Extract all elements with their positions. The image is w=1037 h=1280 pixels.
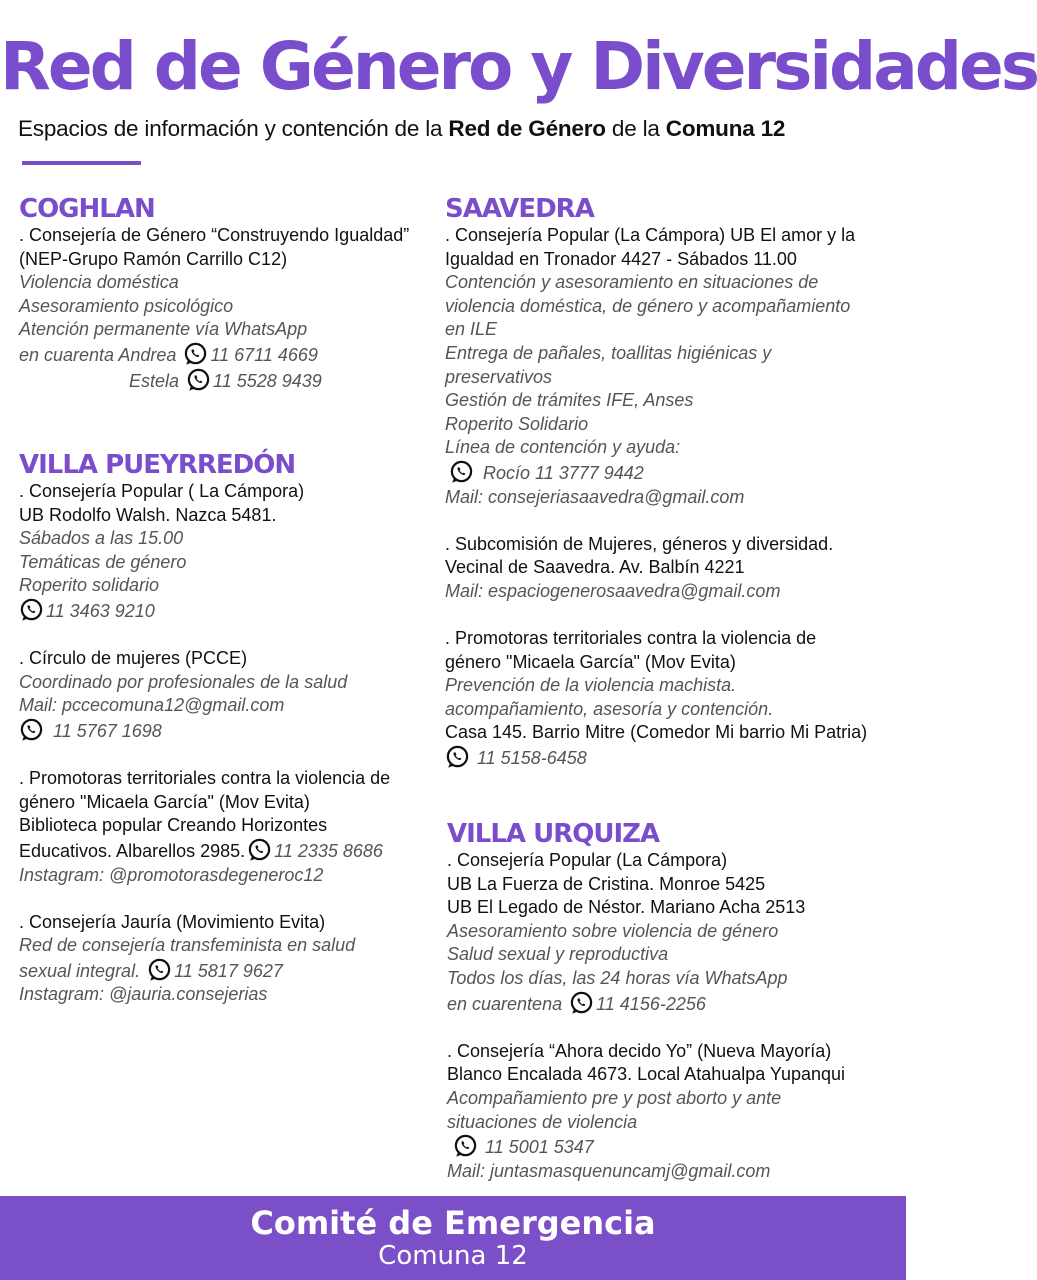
service-item: violencia doméstica, de género y acompañamiento — [445, 295, 851, 316]
entry-address: UB Rodolfo Walsh. Nazca 5481. — [19, 504, 277, 525]
phone-number[interactable]: 11 6711 4669 — [210, 344, 318, 365]
whatsapp-icon — [147, 958, 171, 982]
contact-line: sexual integral. 11 5817 9627 — [19, 958, 390, 984]
email-line[interactable]: Mail: juntasmasquenuncamj@gmail.com — [447, 1160, 771, 1181]
entry-name: . Consejería “Ahora decido Yo” (Nueva Mayoría) — [447, 1040, 832, 1061]
service-item: Salud sexual y reproductiva — [447, 944, 669, 965]
section-title-villa-pueyrredon: VILLA PUEYRREDÓN — [19, 450, 296, 480]
phone-number[interactable]: 11 5767 1698 — [53, 720, 162, 741]
entry-org: género "Micaela García" (Mov Evita) — [445, 651, 736, 672]
entry-name: . Subcomisión de Mujeres, géneros y diversidad. — [445, 533, 834, 554]
service-item: Contención y asesoramiento en situaciones de — [445, 272, 819, 293]
service-item: Entrega de pañales, toallitas higiénicas y — [445, 342, 772, 363]
entry-name: . Consejería de Género “Construyendo Igualdad” — [19, 225, 410, 245]
page-subtitle: Espacios de información y contención de la Red de Género de la Comuna 12 — [18, 116, 786, 141]
section-saavedra — [445, 194, 867, 771]
whatsapp-icon — [247, 838, 271, 862]
title-underline — [22, 161, 141, 165]
service-item: Roperito solidario — [19, 575, 160, 596]
service-item: Acompañamiento pre y post aborto y ante — [447, 1087, 782, 1108]
contact-line — [447, 1134, 845, 1160]
whatsapp-icon — [183, 342, 207, 366]
entry-name: . Consejería Popular (La Cámpora) — [447, 850, 728, 870]
service-item: Asesoramiento sobre violencia de género — [447, 920, 779, 941]
entry-name: . Promotoras territoriales contra la violencia de — [19, 768, 391, 789]
section-title-villa-urquiza: VILLA URQUIZA — [447, 819, 660, 849]
service-item: Sábados a las 15.00 — [19, 528, 184, 549]
whatsapp-icon — [445, 745, 469, 769]
phone-number[interactable]: 11 5528 9439 — [213, 370, 322, 391]
section-coghlan — [19, 194, 409, 393]
phone-number[interactable]: 11 5001 5347 — [485, 1137, 594, 1158]
contact-line: Estela 11 5528 9439 — [19, 368, 409, 394]
entry-address: Blanco Encalada 4673. Local Atahualpa Yupanqui — [447, 1064, 846, 1085]
service-item: Todos los días, las 24 horas vía WhatsApp — [447, 967, 788, 988]
whatsapp-icon — [19, 598, 43, 622]
phone-number[interactable]: 11 4156-2256 — [596, 993, 706, 1014]
whatsapp-icon — [186, 368, 210, 392]
service-item: Atención permanente vía WhatsApp — [19, 319, 308, 340]
entry-address: UB El Legado de Néstor. Mariano Acha 2513 — [447, 897, 806, 918]
contact-line — [445, 460, 867, 486]
service-item: preservativos — [445, 366, 553, 387]
instagram-line[interactable]: Instagram: @jauria.consejerias — [19, 984, 268, 1005]
service-item: en ILE — [445, 319, 498, 340]
entry-name: . Consejería Popular (La Cámpora) UB El amor y la — [445, 225, 856, 245]
entry-name: . Consejería Jauría (Movimiento Evita) — [19, 911, 326, 932]
entry-address: Igualdad en Tronador 4427 - Sábados 11.00 — [445, 248, 797, 269]
footer-subtitle: Comuna 12 — [378, 1241, 528, 1271]
email-line[interactable]: Mail: espaciogenerosaavedra@gmail.com — [445, 580, 781, 601]
phone-number[interactable]: Rocío 11 3777 9442 — [483, 462, 644, 483]
entry-address: Vecinal de Saavedra. Av. Balbín 4221 — [445, 557, 745, 578]
entry-name: . Promotoras territoriales contra la violencia de — [445, 628, 817, 649]
email-line[interactable]: Mail: consejeriasaavedra@gmail.com — [445, 486, 745, 507]
whatsapp-icon — [569, 991, 593, 1015]
service-item: Línea de contención y ayuda: — [445, 437, 681, 458]
section-villa-pueyrredon — [19, 450, 390, 1007]
service-item: Coordinado por profesionales de la salud — [19, 671, 348, 692]
entry-address: Casa 145. Barrio Mitre (Comedor Mi barrio Mi Patria) — [445, 722, 868, 743]
entry-name: . Círculo de mujeres (PCCE) — [19, 648, 248, 669]
email-line[interactable]: Mail: pccecomuna12@gmail.com — [19, 695, 285, 716]
service-item: Roperito Solidario — [445, 413, 589, 434]
entry-org: género "Micaela García" (Mov Evita) — [19, 791, 310, 812]
contact-line — [445, 745, 867, 771]
entry-address: Biblioteca popular Creando Horizontes — [19, 815, 328, 836]
footer-title: Comité de Emergencia — [250, 1204, 656, 1242]
phone-number[interactable]: 11 2335 8686 — [274, 840, 383, 861]
whatsapp-icon — [453, 1134, 477, 1158]
page-title: Red de Género y Diversidades — [0, 28, 1037, 105]
service-item: acompañamiento, asesoría y contención. — [445, 698, 774, 719]
phone-number[interactable]: 11 5158-6458 — [477, 748, 587, 769]
service-item: situaciones de violencia — [447, 1111, 638, 1132]
phone-number[interactable]: 11 5817 9627 — [174, 960, 283, 981]
instagram-line[interactable]: Instagram: @promotorasdegeneroc12 — [19, 864, 324, 885]
footer-banner — [0, 1196, 906, 1280]
contact-line: en cuarenta Andrea 11 6711 4669 — [19, 342, 409, 368]
contact-line — [19, 598, 390, 624]
entry-address: UB La Fuerza de Cristina. Monroe 5425 — [447, 873, 766, 894]
service-item: Temáticas de género — [19, 551, 187, 572]
service-item: Gestión de trámites IFE, Anses — [445, 390, 694, 411]
service-item: Asesoramiento psicológico — [19, 295, 234, 316]
service-item: Violencia doméstica — [19, 272, 179, 293]
section-villa-urquiza — [447, 819, 845, 1183]
whatsapp-icon — [449, 460, 473, 484]
section-title-coghlan: COGHLAN — [19, 194, 155, 224]
whatsapp-icon — [19, 718, 43, 742]
contact-line: en cuarentena 11 4156-2256 — [447, 991, 845, 1017]
entry-org: (NEP-Grupo Ramón Carrillo C12) — [19, 248, 288, 269]
section-title-saavedra: SAAVEDRA — [445, 194, 594, 224]
service-item: Prevención de la violencia machista. — [445, 675, 737, 696]
service-item: Red de consejería transfeminista en salud — [19, 935, 356, 956]
contact-line: Educativos. Albarellos 2985. 11 2335 8686 — [19, 838, 390, 864]
contact-line — [19, 718, 390, 744]
phone-number[interactable]: 11 3463 9210 — [46, 600, 155, 621]
entry-name: . Consejería Popular ( La Cámpora) — [19, 481, 305, 501]
